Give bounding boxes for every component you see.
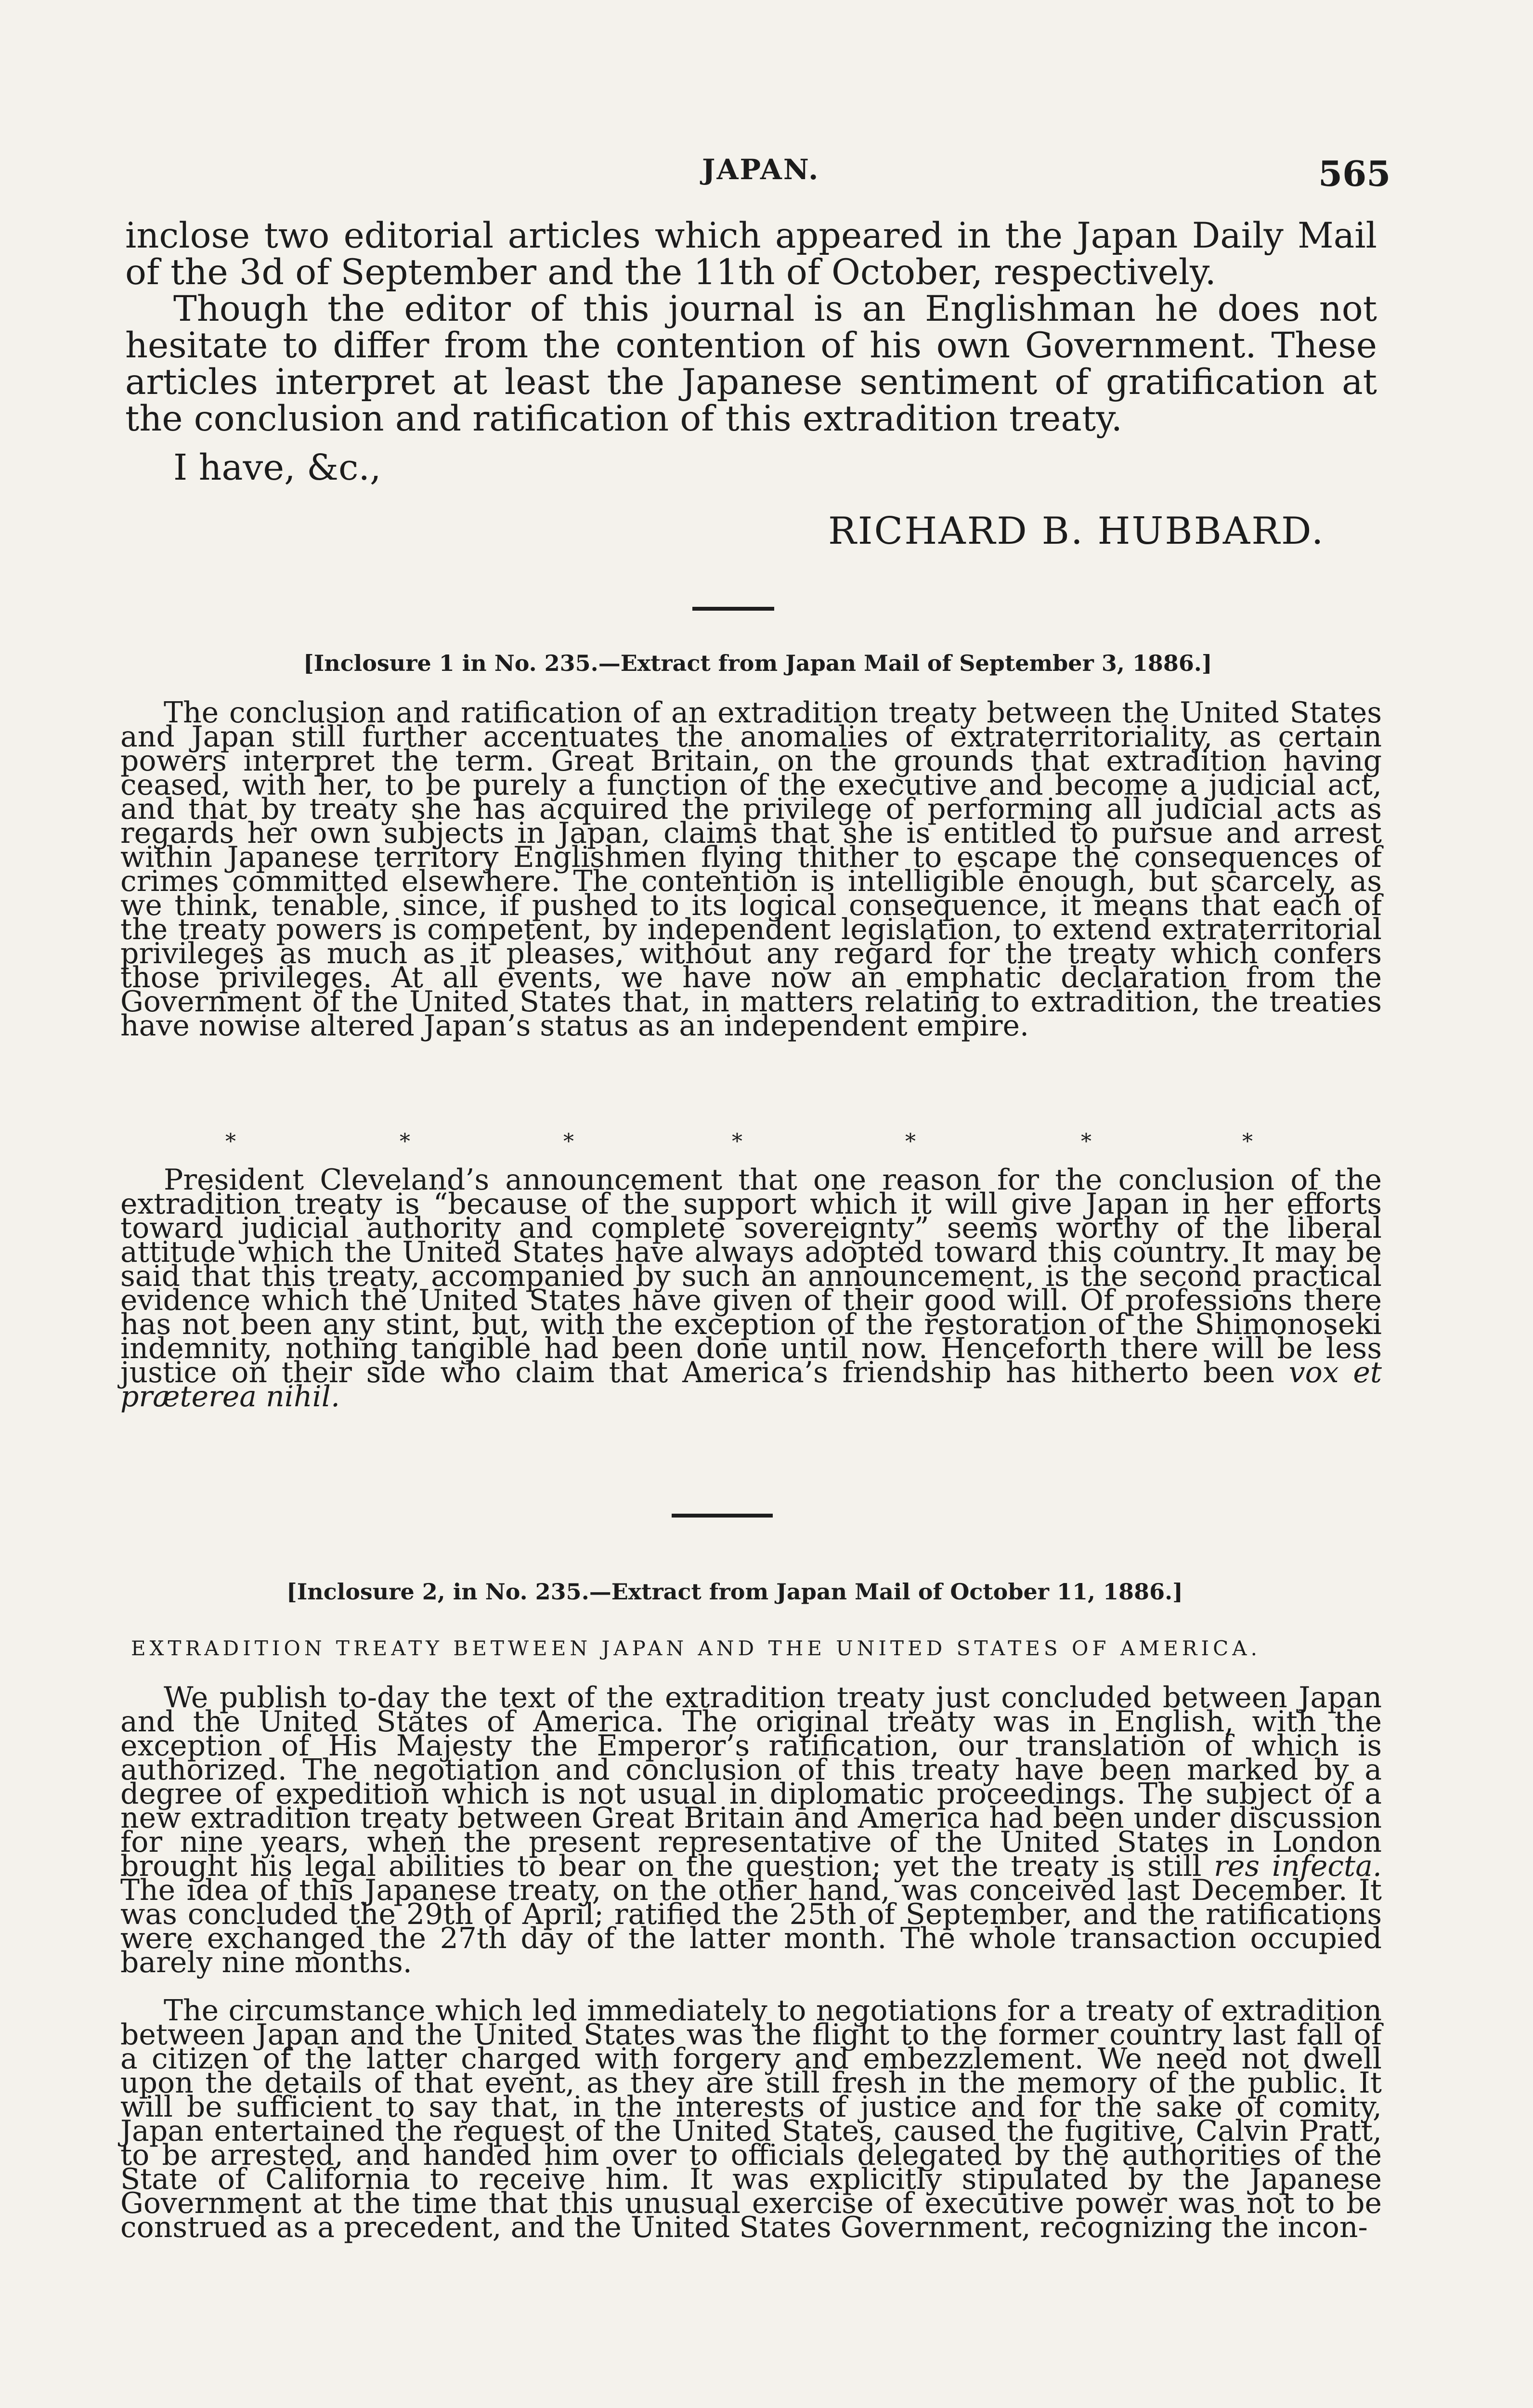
inclosure-2-caption: [Inclosure 2, in No. 235.—Extract from Japan Mail of October 11, 1886.]: [286, 1579, 1183, 1605]
header-title: JAPAN.: [702, 153, 820, 186]
star: *: [563, 1129, 574, 1154]
star: *: [1081, 1129, 1091, 1154]
star: *: [905, 1129, 916, 1154]
star: *: [1242, 1129, 1253, 1154]
section-heading: EXTRADITION TREATY BETWEEN JAPAN AND THE UNITED STATES OF AMERICA.: [131, 1636, 1261, 1660]
latin-phrase: vox et præterea nihil.: [120, 1356, 1382, 1413]
inclosure-1-paragraph-2-text: President Cleveland’s announcement that one reason for the conclusion of the extradition treaty is “because of the support which it will give Japan in her efforts toward judicial authority and complete sovereignty” seems worthy of the liberal attitude which the United States have always adopted toward this country. It may be said that this treaty, accompanied by such an announcement, is the second practical evidence which the United States have given of their good will. Of professions there has not been any stint, but, with the exception of the restoration of the Shimonoseki indemnity, nothing tangible had been done until now. Henceforth there will be less justice on their side who claim that America’s friendship has hitherto been: [120, 1163, 1382, 1389]
latin-phrase: res infecta.: [1214, 1849, 1382, 1883]
salutation: I have, &c.,: [173, 447, 381, 488]
signature: RICHARD B. HUBBARD.: [828, 510, 1325, 553]
letter-paragraph-2: Though the editor of this journal is an Englishman he does not hesitate to differ from the contention of his own Government. These articles interpret at least the Japanese sentiment of gratification at the conclusion and ratification of this extradition treaty.: [125, 288, 1377, 439]
inclosure-1-paragraph-2: [120, 1163, 1382, 1413]
running-header: [0, 153, 1533, 201]
letter-body: [125, 215, 1377, 439]
inclosure-2-paragraph-1-end: The idea of this Japanese treaty, on the other hand, was conceived last December. It was concluded the 29th of April; ratified the 25th of September, and the ratifications were exchanged the 27th day of the latter month. The whole transaction occupied barely nine months.: [120, 1873, 1382, 1979]
star: *: [225, 1129, 236, 1154]
star: *: [732, 1129, 742, 1154]
inclosure-1-body: [120, 696, 1382, 1043]
ellipsis-stars: [0, 1129, 1533, 1154]
inclosure-2-body: [120, 1681, 1382, 2244]
letter-paragraph-1: inclose two editorial articles which appeared in the Japan Daily Mail of the 3d of September and the 11th of October, respectively.: [125, 215, 1377, 293]
star: *: [400, 1129, 410, 1154]
inclosure-2-paragraph-2: The circumstance which led immediately to negotiations for a treaty of extradition between Japan and the United States was the flight to the former country last fall of a citizen of the latter charged with forgery and embezzlement. We need not dwell upon the details of that event, as they are still fresh in the memory of the public. It will be sufficient to say that, in the interests of justice and for the sake of comity, Japan entertained the request of the United States, caused the fugitive, Calvin Pratt, to be arrested, and handed him over to officials delegated by the authorities of the State of California to receive him. It was explicitly stipulated by the Japanese Government at the time that this unusual exercise of executive power was not to be construed as a precedent, and the United States Government, recognizing the incon-: [120, 1994, 1382, 2244]
inclosure-1-paragraph-1: The conclusion and ratification of an extradition treaty between the United States and Japan still further accentuates the anomalies of extraterritoriality, as certain powers interpret the term. Great Britain, on the grounds that extradition having ceased, with her, to be purely a function of the executive and become a judicial act, and that by treaty she has acquired the privilege of performing all judicial acts as regards her own subjects in Japan, claims that she is entitled to pursue and arrest within Japanese territory Englishmen flying thither to escape the consequences of crimes committed elsewhere. The contention is intelligible enough, but scarcely, as we think, tenable, since, if pushed to its logical consequence, it means that each of the treaty powers is competent, by independent legislation, to extend extraterritorial privileges as much as it pleases, without any regard for the treaty which confers those privileges. At all events, we have now an emphatic declaration from the Government of the United States that, in matters relating to extradition, the treaties have nowise altered Japan’s status as an independent empire.: [120, 696, 1382, 1043]
inclosure-1-caption: [Inclosure 1 in No. 235.—Extract from Japan Mail of September 3, 1886.]: [303, 650, 1212, 676]
section-divider-1: [692, 607, 774, 611]
section-divider-2: [672, 1514, 773, 1518]
inclosure-2-paragraph-1: [120, 1681, 1382, 1979]
inclosure-1-body-2: [120, 1163, 1382, 1413]
inclosure-2-paragraph-1-start: We publish to-day the text of the extradition treaty just concluded between Japan and the United States of America. The original treaty was in English, with the exception of His Majesty the Emperor’s ratification, our translation of which is authorized. The negotiation and conclusion of this treaty have been marked by a degree of expedition which is not usual in diplomatic proceedings. The subject of a new extradition treaty between Great Britain and America had been under discussion for nine years, when the present representative of the United States in London brought his legal abilities to bear on the question; yet the treaty is still: [120, 1681, 1382, 1883]
page-number: 565: [1318, 153, 1391, 194]
